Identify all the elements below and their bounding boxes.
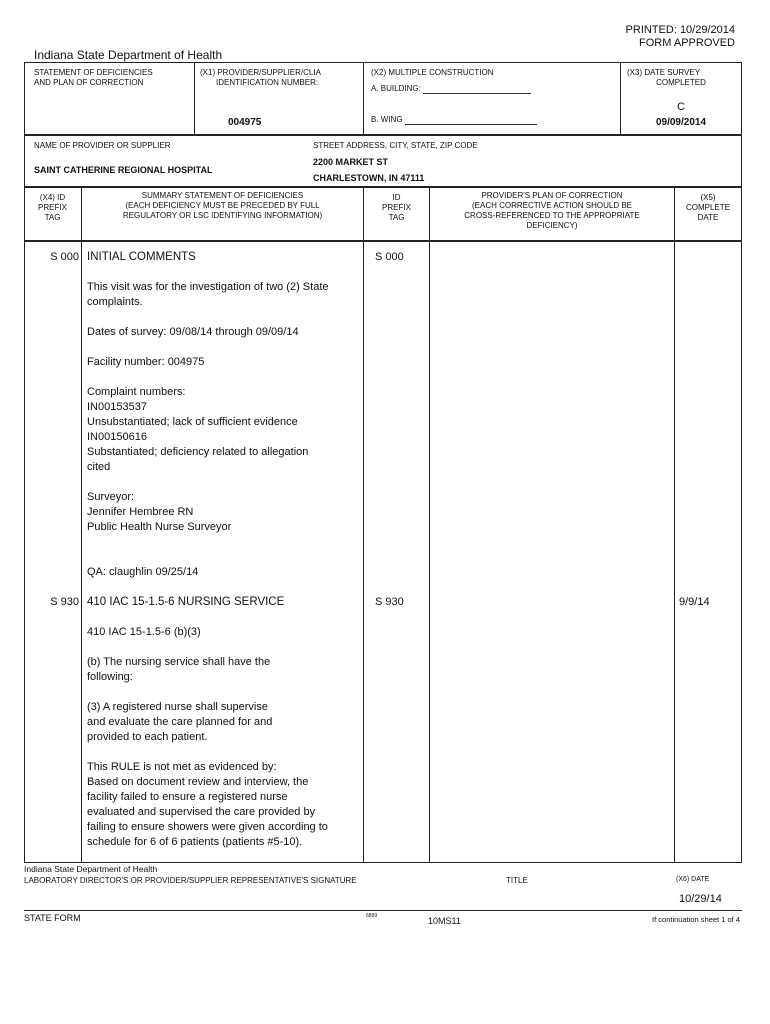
col-plan-1: PROVIDER'S PLAN OF CORRECTION <box>481 191 623 200</box>
header-block <box>626 24 735 50</box>
entry-s000-p4a: Complaint numbers: <box>87 386 186 398</box>
col-x5-1: (X5) <box>700 193 716 202</box>
entry-s000-p5c: Public Health Nurse Surveyor <box>87 521 232 533</box>
col-id-2: PREFIX <box>382 203 411 212</box>
printed-date: PRINTED: 10/29/2014 <box>625 24 735 36</box>
survey-date: 09/09/2014 <box>655 117 707 128</box>
col-summary-2: (EACH DEFICIENCY MUST BE PRECEDED BY FULL <box>125 201 320 210</box>
entry-s000-body <box>87 250 359 580</box>
entry-s000-p5a: Surveyor: <box>87 491 135 503</box>
address-line-1: 2200 MARKET ST <box>313 157 389 167</box>
col-x5-2: COMPLETE <box>685 203 730 212</box>
x3-label-2: COMPLETED <box>656 78 706 87</box>
divider-provider <box>24 134 742 136</box>
entry-s000-p5b: Jennifer Hembree RN <box>87 506 194 518</box>
entry-s000-p6: QA: claughlin 09/25/14 <box>87 566 199 578</box>
entry-s000-title: INITIAL COMMENTS <box>87 251 196 263</box>
x2-label: (X2) MULTIPLE CONSTRUCTION <box>371 68 494 77</box>
entry-s000-tag: S 000 <box>50 251 79 263</box>
address-line-2: CHARLESTOWN, IN 47111 <box>313 173 425 183</box>
x1-label-2: IDENTIFICATION NUMBER: <box>216 78 319 87</box>
entry-s000-p4c: Unsubstantiated; lack of sufficient evidence <box>87 416 298 428</box>
entry-s000-p4f: cited <box>87 461 111 473</box>
col-plan-header <box>430 191 674 231</box>
footer-rule <box>24 910 742 911</box>
form-approved: FORM APPROVED <box>639 37 735 49</box>
entry-s000-p4e: Substantiated; deficiency related to allegation <box>87 446 309 458</box>
signature-date: 10/29/14 <box>679 893 722 905</box>
form-number: 6899 <box>366 913 378 919</box>
col-x5-header <box>675 193 741 223</box>
col-id-3: TAG <box>388 213 405 222</box>
entry-s930-p3c: provided to each patient. <box>87 731 208 743</box>
entry-s000-p4b: IN00153537 <box>87 401 147 413</box>
col-summary-header <box>82 191 363 221</box>
entry-s930-p4d: evaluated and supervised the care provided by <box>87 806 316 818</box>
statement-label <box>34 68 153 88</box>
entry-s930-p1: 410 IAC 15-1.5-6 (b)(3) <box>87 626 201 638</box>
x3-label <box>621 68 741 88</box>
wing-label: B. WING <box>371 115 403 124</box>
col-x4-header <box>24 193 81 223</box>
continuation-sheet: If continuation sheet 1 of 4 <box>652 915 740 924</box>
col-x4-3: TAG <box>44 213 61 222</box>
vdiv-prefix <box>81 186 82 863</box>
wing-line <box>405 117 537 125</box>
vdiv-x2 <box>363 62 364 134</box>
col-plan-4: DEFICIENCY) <box>526 221 578 230</box>
entry-s000-id-tag: S 000 <box>375 251 404 263</box>
address-label: STREET ADDRESS, CITY, STATE, ZIP CODE <box>313 141 478 150</box>
col-plan-2: (EACH CORRECTIVE ACTION SHOULD BE <box>471 201 633 210</box>
entry-s930-complete-date: 9/9/14 <box>679 596 710 608</box>
entry-s930-p4a: This RULE is not met as evidenced by: <box>87 761 277 773</box>
entry-s930-p3a: (3) A registered nurse shall supervise <box>87 701 268 713</box>
entry-s000-p2: Dates of survey: 09/08/14 through 09/09/14 <box>87 326 299 338</box>
signature-label: LABORATORY DIRECTOR'S OR PROVIDER/SUPPLIER REPRESENTATIVE'S SIGNATURE <box>24 876 357 885</box>
entry-s000-p3: Facility number: 004975 <box>87 356 205 368</box>
entry-s930-body <box>87 595 359 850</box>
entry-s930-p3b: and evaluate the care planned for and <box>87 716 273 728</box>
vdiv-summary <box>363 186 364 863</box>
agency-title: Indiana State Department of Health <box>34 48 223 62</box>
col-x5-3: DATE <box>697 213 719 222</box>
col-id-header <box>364 193 429 223</box>
statement-label-2: AND PLAN OF CORRECTION <box>34 78 144 87</box>
building-line <box>423 85 531 94</box>
building-field <box>371 84 531 94</box>
entry-s930-p4f: schedule for 6 of 6 patients (patients #5-10). <box>87 836 303 848</box>
provider-name-label: NAME OF PROVIDER OR SUPPLIER <box>34 141 171 150</box>
col-summary-1: SUMMARY STATEMENT OF DEFICIENCIES <box>141 191 304 200</box>
entry-s930-p4e: failing to ensure showers were given according to <box>87 821 328 833</box>
building-label: A. BUILDING: <box>371 84 421 93</box>
entry-s000-p1b: complaints. <box>87 296 143 308</box>
x3-letter: C <box>677 101 685 113</box>
entry-s000-p1a: This visit was for the investigation of two (2) State <box>87 281 329 293</box>
event-id: 10MS11 <box>428 916 461 926</box>
entry-s000-p4d: IN00150616 <box>87 431 147 443</box>
divider-body <box>24 240 742 242</box>
divider-columns <box>24 186 742 188</box>
vdiv-id <box>429 186 430 863</box>
footer-agency: Indiana State Department of Health <box>24 864 158 874</box>
entry-s930-p2b: following: <box>87 671 133 683</box>
entry-s930-p2a: (b) The nursing service shall have the <box>87 656 271 668</box>
state-form-label: STATE FORM <box>24 913 81 923</box>
col-summary-3: REGULATORY OR LSC IDENTIFYING INFORMATION) <box>122 211 323 220</box>
wing-field <box>371 115 537 125</box>
entry-s930-tag: S 930 <box>50 596 79 608</box>
vdiv-x1 <box>194 62 195 134</box>
entry-s930-p4c: facility failed to ensure a registered nurse <box>87 791 288 803</box>
x6-date-label: (X6) DATE <box>676 876 710 883</box>
title-label: TITLE <box>506 876 528 885</box>
provider-name: SAINT CATHERINE REGIONAL HOSPITAL <box>34 165 213 175</box>
col-id-1: ID <box>392 193 401 202</box>
entry-s930-p4b: Based on document review and interview, the <box>87 776 309 788</box>
col-x4-1: (X4) ID <box>39 193 66 202</box>
x3-label-1: (X3) DATE SURVEY <box>627 68 701 77</box>
provider-id-number: 004975 <box>228 117 262 128</box>
x1-label <box>200 68 321 88</box>
statement-label-1: STATEMENT OF DEFICIENCIES <box>34 68 153 77</box>
entry-s930-title: 410 IAC 15-1.5-6 NURSING SERVICE <box>87 596 285 608</box>
col-x4-2: PREFIX <box>38 203 67 212</box>
col-plan-3: CROSS-REFERENCED TO THE APPROPRIATE <box>464 211 640 220</box>
x1-label-1: (X1) PROVIDER/SUPPLIER/CLIA <box>200 68 321 77</box>
entry-s930-id-tag: S 930 <box>375 596 404 608</box>
vdiv-plan <box>674 186 675 863</box>
